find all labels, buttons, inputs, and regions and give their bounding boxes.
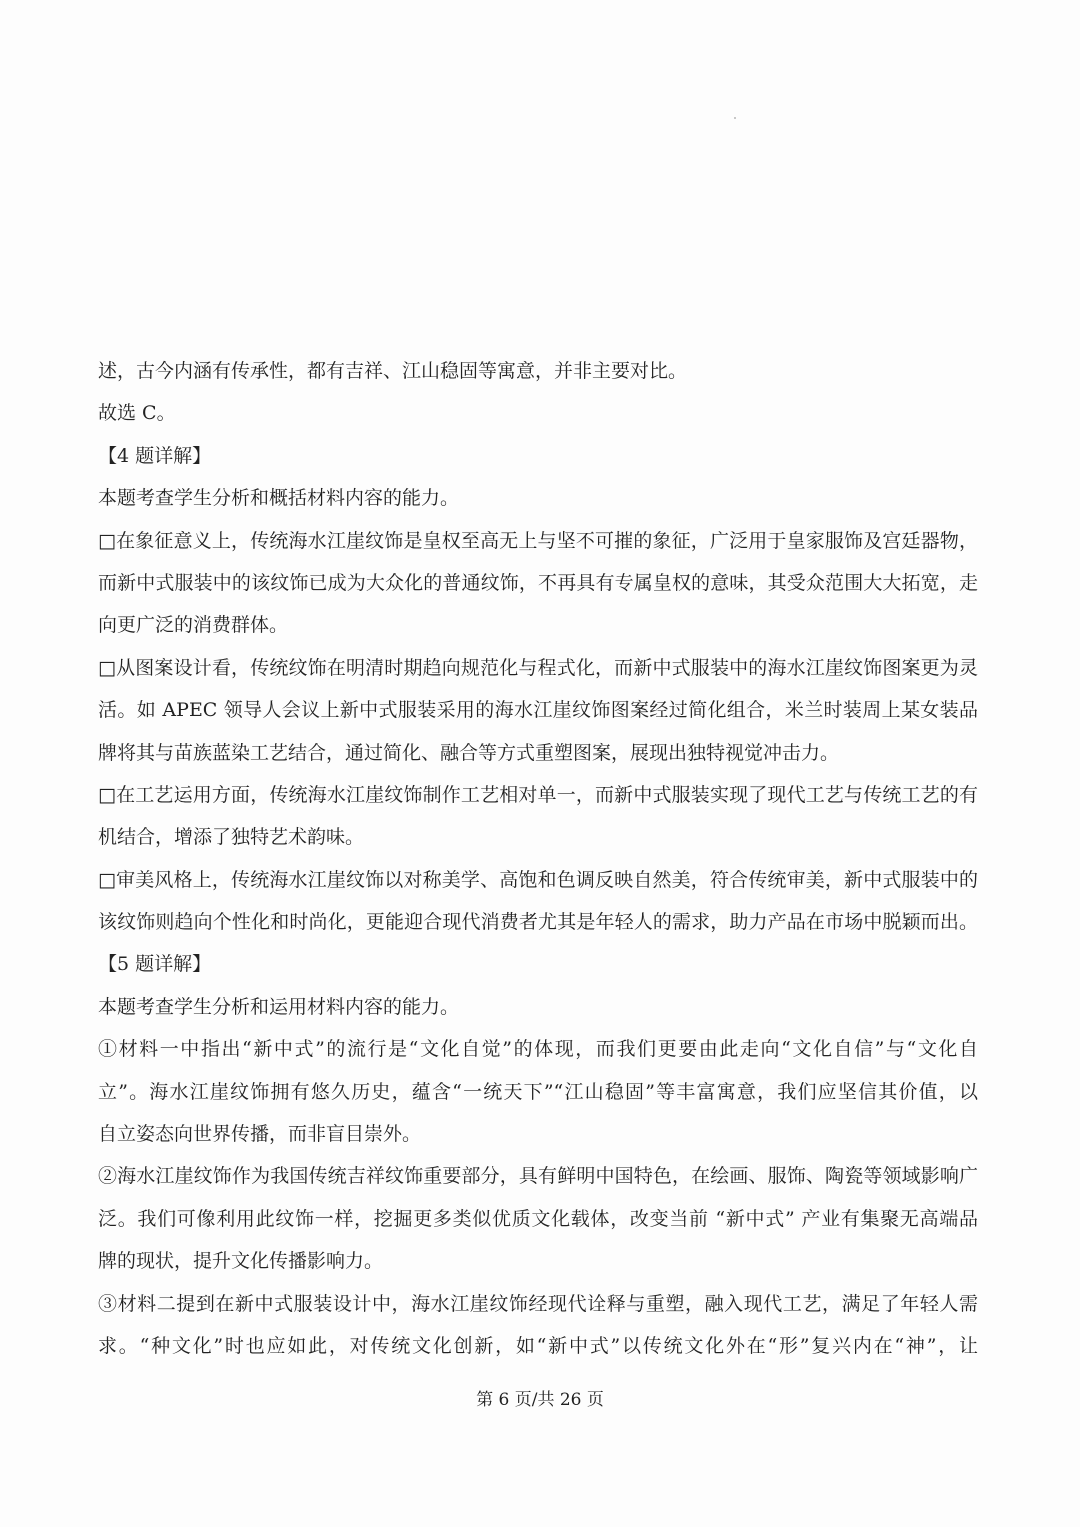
text-line: 述，古今内涵有传承性，都有吉祥、江山稳固等寓意，并非主要对比。 — [98, 360, 688, 382]
text-line: 自立姿态向世界传播，而非盲目崇外。 — [98, 1123, 422, 1146]
text-line: ③材料二提到在新中式服装设计中，海水江崖纹饰经现代诠释与重塑，融入现代工艺，满足了年轻人需 — [98, 1292, 978, 1315]
text-line: 而新中式服装中的该纹饰已成为大众化的普通纹饰，不再具有专属皇权的意味，其受众范围大大拓宽，走 — [98, 571, 978, 594]
text-line: 立”。海水江崖纹饰拥有悠久历史，蕴含“一统天下”“江山稳固”等丰富寓意，我们应坚信其价值，以 — [98, 1080, 978, 1103]
text-line: 牌的现状，提升文化传播影响力。 — [98, 1250, 384, 1273]
section-heading: 【5 题详解】 — [98, 953, 212, 976]
text-line: 活。如 APEC 领导人会议上新中式服装采用的海水江崖纹饰图案经过简化组合，米兰时装周上某女装品 — [98, 699, 978, 722]
text-line: ②海水江崖纹饰作为我国传统吉祥纹饰重要部分，具有鲜明中国特色，在绘画、服饰、陶瓷等领域影响广 — [98, 1165, 978, 1188]
text-line: 牌将其与苗族蓝染工艺结合，通过简化、融合等方式重塑图案，展现出独特视觉冲击力。 — [98, 741, 840, 764]
page-footer: 第 6 页/共 26 页 — [476, 1390, 604, 1410]
text-line: 求。“种文化”时也应如此，对传统文化创新，如“新中式”以传统文化外在“形”复兴内在“神”，让 — [98, 1334, 978, 1357]
text-line: 向更广泛的消费群体。 — [98, 614, 289, 637]
text-line: □在工艺运用方面，传统海水江崖纹饰制作工艺相对单一，而新中式服装实现了现代工艺与传统工艺的有 — [98, 783, 978, 806]
text-line: 本题考查学生分析和运用材料内容的能力。 — [98, 995, 460, 1018]
text-line: □在象征意义上，传统海水江崖纹饰是皇权至高无上与坚不可摧的象征，广泛用于皇家服饰及宫廷器物， — [98, 529, 978, 552]
document-body — [98, 350, 978, 1367]
text-line: 机结合，增添了独特艺术韵味。 — [98, 826, 365, 849]
text-line: □从图案设计看，传统纹饰在明清时期趋向规范化与程式化，而新中式服装中的海水江崖纹饰图案更为灵 — [98, 656, 978, 679]
section-heading: 【4 题详解】 — [98, 444, 212, 467]
text-line: 泛。我们可像利用此纹饰一样，挖掘更多类似优质文化载体，改变当前 “新中式” 产业有集聚无高端品 — [98, 1207, 978, 1230]
text-line: □审美风格上，传统海水江崖纹饰以对称美学、高饱和色调反映自然美，符合传统审美，新中式服装中的 — [98, 868, 978, 891]
text-line: ①材料一中指出“新中式”的流行是“文化自觉”的体现，而我们更要由此走向“文化自信”与“文化自 — [98, 1038, 978, 1061]
text-line: 本题考查学生分析和概括材料内容的能力。 — [98, 487, 460, 510]
text-line: 故选 C。 — [98, 402, 176, 425]
text-line: 该纹饰则趋向个性化和时尚化，更能迎合现代消费者尤其是年轻人的需求，助力产品在市场中脱颖而出。 — [98, 911, 978, 934]
scan-speck — [734, 117, 736, 119]
